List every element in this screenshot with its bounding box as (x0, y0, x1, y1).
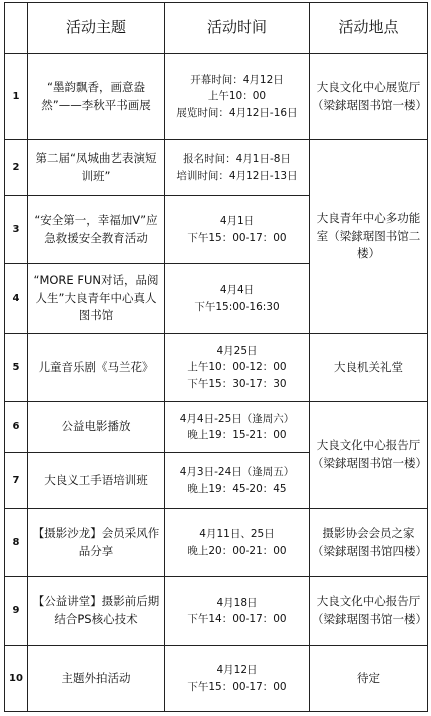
time-line: 4月18日 (216, 596, 258, 609)
time-line: 4月4日-25日（逢周六） (179, 412, 295, 425)
row-topic: 主题外拍活动 (28, 646, 165, 712)
activity-schedule-table (4, 2, 428, 712)
header-place: 活动地点 (310, 3, 428, 54)
row-place: 摄影协会会员之家（梁銶琚图书馆四楼） (310, 509, 428, 577)
row-number: 1 (5, 54, 28, 140)
row-time (165, 140, 310, 196)
row-time (165, 509, 310, 577)
row-number: 5 (5, 334, 28, 402)
row-time (165, 196, 310, 264)
time-line: 上午10：00-12：00 (187, 361, 287, 374)
time-line: 晚上20：00-21：00 (187, 544, 287, 557)
time-line: 下午15：00-17：00 (187, 680, 287, 693)
table-row (5, 402, 428, 453)
row-place: 大良文化中心报告厅（梁銶琚图书馆一楼） (310, 577, 428, 646)
time-line: 报名时间：4月1日-8日 (183, 153, 291, 166)
time-line: 展览时间：4月12日-16日 (176, 106, 298, 119)
row-number: 2 (5, 140, 28, 196)
row-topic: “墨韵飘香，画意盎然”——李秋平书画展 (28, 54, 165, 140)
header-number (5, 3, 28, 54)
header-time: 活动时间 (165, 3, 310, 54)
row-place: 大良机关礼堂 (310, 334, 428, 402)
row-topic: 【公益讲堂】摄影前后期结合PS核心技术 (28, 577, 165, 646)
time-line: 下午15：30-17：30 (187, 377, 287, 390)
header-topic: 活动主题 (28, 3, 165, 54)
row-time (165, 646, 310, 712)
table-header-row (5, 3, 428, 54)
row-place: 待定 (310, 646, 428, 712)
row-topic: “安全第一，幸福加V”应急救援安全教育活动 (28, 196, 165, 264)
table-row (5, 509, 428, 577)
row-topic: 公益电影播放 (28, 402, 165, 453)
row-topic: 大良义工手语培训班 (28, 453, 165, 509)
time-line: 下午15:00-16:30 (194, 300, 280, 313)
row-topic: 第二届“凤城曲艺表演短训班” (28, 140, 165, 196)
row-topic: 【摄影沙龙】会员采风作品分享 (28, 509, 165, 577)
row-number: 6 (5, 402, 28, 453)
row-place-merged: 大良文化中心报告厅（梁銶琚图书馆一楼） (310, 402, 428, 509)
time-line: 晚上19：45-20：45 (187, 482, 287, 495)
table-row (5, 646, 428, 712)
time-line: 晚上19：15-21：00 (187, 429, 287, 441)
row-time (165, 264, 310, 334)
row-time (165, 54, 310, 140)
row-time (165, 577, 310, 646)
table-row (5, 334, 428, 402)
row-place: 大良文化中心展览厅（梁銶琚图书馆一楼） (310, 54, 428, 140)
table-row (5, 54, 428, 140)
row-topic: 儿童音乐剧《马兰花》 (28, 334, 165, 402)
row-number: 3 (5, 196, 28, 264)
table-row (5, 140, 428, 196)
time-line: 下午14：00-17：00 (187, 613, 287, 625)
time-line: 4月4日 (219, 284, 255, 297)
row-number: 10 (5, 646, 28, 712)
time-line: 上午10：00 (207, 90, 267, 103)
time-line: 培训时间：4月12日-13日 (176, 169, 298, 182)
time-line: 4月11日、25日 (199, 528, 275, 541)
row-time (165, 402, 310, 453)
row-number: 7 (5, 453, 28, 509)
row-time (165, 334, 310, 402)
time-line: 4月3日-24日（逢周五） (179, 466, 295, 479)
table-row (5, 577, 428, 646)
time-line: 4月25日 (216, 345, 258, 358)
row-place-merged: 大良青年中心多功能室（梁銶琚图书馆二楼） (310, 140, 428, 334)
row-time (165, 453, 310, 509)
row-number: 9 (5, 577, 28, 646)
row-topic: “MORE FUN对话，品阅人生”大良青年中心真人图书馆 (28, 264, 165, 334)
row-number: 8 (5, 509, 28, 577)
time-line: 开幕时间：4月12日 (190, 74, 284, 87)
time-line: 下午15：00-17：00 (187, 231, 287, 244)
time-line: 4月12日 (216, 664, 258, 677)
row-number: 4 (5, 264, 28, 334)
time-line: 4月1日 (219, 215, 255, 228)
